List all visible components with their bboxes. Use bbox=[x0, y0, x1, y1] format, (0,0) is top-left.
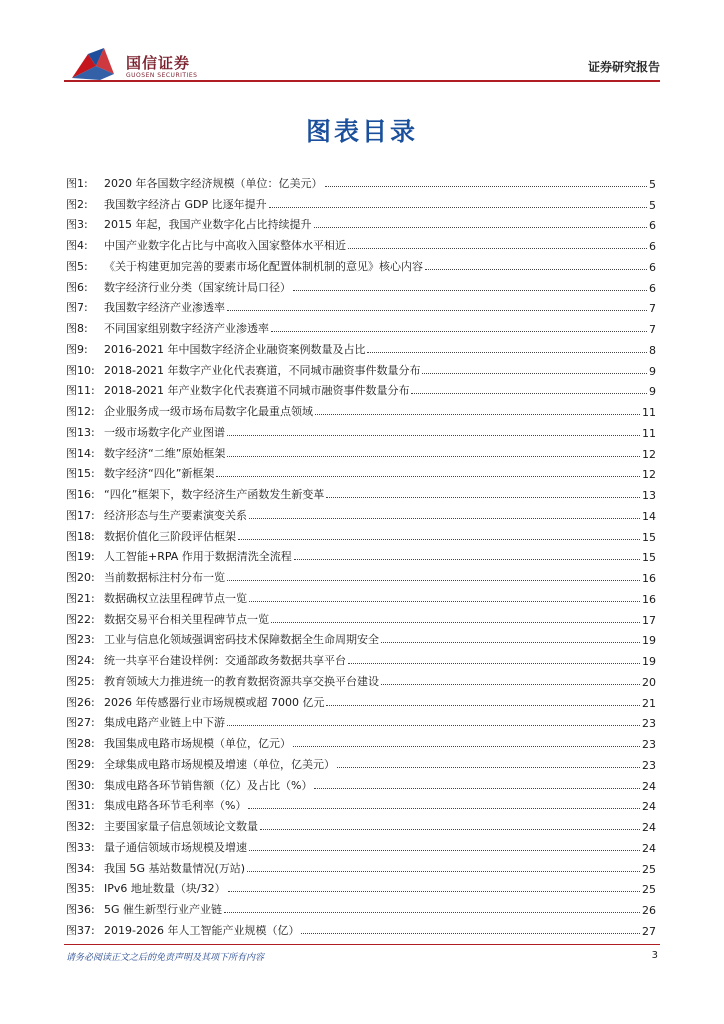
toc-leader-dots bbox=[411, 392, 647, 394]
toc-entry-title: 2018-2021 年产业数字化代表赛道不同城市融资事件数量分布 bbox=[104, 384, 410, 398]
toc-entry[interactable] bbox=[66, 461, 656, 482]
toc-entry-title: 5G 催生新型行业产业链 bbox=[104, 903, 223, 916]
toc-entry-page: 17 bbox=[642, 613, 656, 627]
page-header bbox=[0, 0, 724, 90]
toc-entry-title: 统一共享平台建设样例：交通部政务数据共享平台 bbox=[104, 654, 346, 667]
toc-entry-page: 23 bbox=[642, 738, 656, 751]
toc-leader-dots bbox=[271, 621, 640, 623]
toc-leader-dots bbox=[337, 766, 640, 768]
toc-entry-page: 21 bbox=[642, 696, 656, 710]
toc-entry[interactable] bbox=[66, 295, 656, 316]
footer-divider bbox=[64, 944, 660, 945]
toc-leader-dots bbox=[227, 434, 640, 436]
toc-entry-label: 图21: bbox=[66, 591, 95, 605]
toc-entry[interactable] bbox=[66, 170, 656, 191]
toc-entry-title: 我国 5G 基站数量情况(万站) bbox=[104, 861, 246, 875]
page-title: 图表目录 bbox=[305, 117, 418, 146]
toc-entry-page: 23 bbox=[642, 717, 656, 731]
toc-entry-title: 数字经济“四化”新框架 bbox=[104, 467, 215, 481]
toc-entry-title: 一级市场数字化产业图谱 bbox=[104, 425, 225, 439]
toc-entry-label: 图5: bbox=[66, 259, 88, 273]
toc-entry-label: 图13: bbox=[66, 425, 95, 439]
toc-entry-title: 当前数据标注村分布一览 bbox=[104, 571, 225, 584]
toc-entry-title: 工业与信息化领域强调密码技术保障数据全生命周期安全 bbox=[104, 633, 379, 647]
toc-leader-dots bbox=[249, 600, 640, 602]
toc-entry-page: 19 bbox=[642, 655, 656, 668]
toc-entry-title: 2018-2021 年数字产业化代表赛道，不同城市融资事件数量分布 bbox=[104, 363, 421, 377]
toc-entry-title: 集成电路各环节毛利率（%） bbox=[104, 799, 247, 813]
page-number: 3 bbox=[651, 950, 658, 961]
toc-entry-page: 11 bbox=[642, 426, 656, 440]
toc-entry[interactable] bbox=[66, 191, 656, 212]
toc-entry[interactable] bbox=[66, 419, 656, 440]
header-divider bbox=[64, 80, 660, 82]
toc-entry[interactable] bbox=[66, 481, 656, 502]
toc-entry-page: 7 bbox=[649, 323, 656, 336]
toc-entry-title: 数据交易平台相关里程碑节点一览 bbox=[104, 612, 269, 626]
toc-entry-label: 图20: bbox=[66, 571, 95, 584]
toc-entry-label: 图25: bbox=[66, 674, 95, 688]
toc-entry-label: 图34: bbox=[66, 861, 95, 875]
guosen-logo-mark-icon bbox=[70, 44, 122, 84]
toc-leader-dots bbox=[294, 558, 640, 560]
toc-leader-dots bbox=[216, 475, 640, 477]
toc-entry-page: 5 bbox=[649, 198, 656, 212]
toc-entry[interactable] bbox=[66, 730, 656, 751]
toc-entry[interactable] bbox=[66, 917, 656, 938]
toc-entry-title: 2015 年起，我国产业数字化占比持续提升 bbox=[104, 218, 312, 232]
toc-entry[interactable] bbox=[66, 813, 656, 834]
toc-entry-label: 图33: bbox=[66, 840, 95, 854]
toc-leader-dots bbox=[238, 538, 640, 540]
toc-entry-title: 集成电路各环节销售额（亿）及占比（%） bbox=[104, 778, 313, 792]
toc-entry[interactable] bbox=[66, 793, 656, 814]
toc-entry[interactable] bbox=[66, 876, 656, 897]
toc-entry-label: 图37: bbox=[66, 923, 95, 937]
toc-entry[interactable] bbox=[66, 710, 656, 731]
toc-leader-dots bbox=[314, 226, 648, 228]
toc-entry-page: 11 bbox=[642, 406, 656, 419]
toc-leader-dots bbox=[314, 787, 640, 789]
toc-leader-dots bbox=[269, 206, 647, 208]
toc-leader-dots bbox=[247, 870, 640, 872]
toc-entry-page: 19 bbox=[642, 634, 656, 648]
toc-entry-label: 图11: bbox=[66, 384, 95, 398]
toc-entry[interactable] bbox=[66, 772, 656, 793]
toc-leader-dots bbox=[326, 496, 640, 498]
toc-entry-title: 中国产业数字化占比与中高收入国家整体水平相近 bbox=[104, 239, 346, 252]
toc-entry-page: 13 bbox=[642, 489, 656, 502]
toc-entry-title: 2019-2026 年人工智能产业规模（亿） bbox=[104, 923, 300, 937]
toc-entry-page: 25 bbox=[642, 883, 656, 897]
toc-entry-page: 26 bbox=[642, 904, 656, 917]
toc-entry-title: 经济形态与生产要素演变关系 bbox=[104, 508, 247, 522]
toc-entry-title: 数据价值化三阶段评估框架 bbox=[104, 529, 236, 543]
toc-entry-label: 图17: bbox=[66, 508, 95, 522]
toc-entry[interactable] bbox=[66, 212, 656, 233]
toc-entry-page: 16 bbox=[642, 572, 656, 585]
toc-entry-page: 9 bbox=[649, 385, 656, 399]
toc-entry-page: 8 bbox=[649, 343, 656, 357]
toc-entry[interactable] bbox=[66, 834, 656, 855]
toc-entry[interactable] bbox=[66, 274, 656, 295]
toc-entry-page: 6 bbox=[649, 240, 656, 253]
toc-entry-title: 数字经济“二维”原始框架 bbox=[104, 446, 226, 460]
toc-entry-label: 图16: bbox=[66, 488, 95, 501]
toc-entry-title: 企业服务成一级市场布局数字化最重点领域 bbox=[104, 405, 313, 418]
toc-entry[interactable] bbox=[66, 253, 656, 274]
toc-leader-dots bbox=[381, 683, 640, 685]
toc-entry[interactable] bbox=[66, 523, 656, 544]
toc-entry-title: 不同国家组别数字经济产业渗透率 bbox=[104, 322, 269, 335]
toc-entry-label: 图28: bbox=[66, 737, 95, 750]
toc-entry-page: 16 bbox=[642, 592, 656, 606]
toc-entry[interactable] bbox=[66, 606, 656, 627]
toc-leader-dots bbox=[271, 330, 647, 332]
toc-entry-label: 图4: bbox=[66, 239, 88, 252]
toc-leader-dots bbox=[224, 911, 640, 913]
toc-entry-label: 图36: bbox=[66, 903, 95, 916]
toc-leader-dots bbox=[293, 289, 647, 291]
toc-entry-page: 20 bbox=[642, 675, 656, 689]
toc-entry-label: 图7: bbox=[66, 301, 88, 315]
toc-entry-page: 24 bbox=[642, 800, 656, 814]
toc-leader-dots bbox=[248, 807, 640, 809]
toc-entry-page: 5 bbox=[649, 177, 656, 191]
toc-entry-title: 集成电路产业链上中下游 bbox=[104, 716, 225, 730]
figure-table-of-contents bbox=[66, 170, 656, 938]
toc-entry[interactable] bbox=[66, 896, 656, 917]
toc-leader-dots bbox=[260, 828, 640, 830]
toc-entry[interactable] bbox=[66, 398, 656, 419]
toc-entry-label: 图26: bbox=[66, 695, 95, 709]
toc-entry-label: 图23: bbox=[66, 633, 95, 647]
toc-entry[interactable] bbox=[66, 544, 656, 565]
toc-entry[interactable] bbox=[66, 627, 656, 648]
toc-entry[interactable] bbox=[66, 357, 656, 378]
toc-entry-page: 12 bbox=[642, 447, 656, 461]
toc-entry-page: 15 bbox=[642, 530, 656, 544]
toc-entry-label: 图22: bbox=[66, 612, 95, 626]
toc-leader-dots bbox=[326, 704, 640, 706]
toc-leader-dots bbox=[325, 185, 648, 187]
toc-entry-label: 图32: bbox=[66, 820, 95, 833]
toc-entry-label: 图2: bbox=[66, 197, 88, 211]
toc-leader-dots bbox=[227, 579, 640, 581]
toc-entry-title: 2020 年各国数字经济规模（单位：亿美元） bbox=[104, 176, 323, 190]
toc-entry-title: 《关于构建更加完善的要素市场化配置体制机制的意见》核心内容 bbox=[104, 259, 423, 273]
toc-entry-page: 6 bbox=[649, 219, 656, 233]
toc-entry[interactable] bbox=[66, 336, 656, 357]
toc-entry[interactable] bbox=[66, 440, 656, 461]
toc-leader-dots bbox=[348, 662, 640, 664]
toc-entry[interactable] bbox=[66, 689, 656, 710]
toc-entry-title: 教育领域大力推进统一的教育数据资源共享交换平台建设 bbox=[104, 674, 379, 688]
toc-entry[interactable] bbox=[66, 232, 656, 253]
toc-entry-title: 2026 年传感器行业市场规模或超 7000 亿元 bbox=[104, 695, 325, 709]
toc-entry-title: 全球集成电路市场规模及增速（单位，亿美元） bbox=[104, 757, 335, 771]
toc-entry-title: 我国数字经济占 GDP 比逐年提升 bbox=[104, 197, 267, 211]
toc-leader-dots bbox=[422, 372, 647, 374]
toc-entry-label: 图12: bbox=[66, 405, 95, 418]
toc-entry-page: 6 bbox=[649, 260, 656, 274]
toc-leader-dots bbox=[315, 413, 640, 415]
toc-entry-page: 7 bbox=[649, 302, 656, 316]
toc-leader-dots bbox=[425, 268, 647, 270]
disclaimer-note: 请务必阅读正文之后的免责声明及其项下所有内容 bbox=[66, 953, 265, 963]
logo-chinese-name: 国信证券 bbox=[126, 54, 191, 72]
toc-entry-label: 图9: bbox=[66, 342, 88, 356]
toc-entry-title: 量子通信领域市场规模及增速 bbox=[104, 840, 247, 854]
toc-entry-title: 2016-2021 年中国数字经济企业融资案例数量及占比 bbox=[104, 342, 366, 356]
toc-entry-page: 14 bbox=[642, 509, 656, 523]
toc-leader-dots bbox=[381, 641, 640, 643]
toc-entry-page: 23 bbox=[642, 758, 656, 772]
toc-entry[interactable] bbox=[66, 751, 656, 772]
toc-entry[interactable] bbox=[66, 378, 656, 399]
toc-leader-dots bbox=[228, 890, 640, 892]
toc-entry-label: 图29: bbox=[66, 757, 95, 771]
logo-english-name: GUOSEN SECURITIES bbox=[126, 72, 198, 79]
toc-leader-dots bbox=[227, 724, 640, 726]
toc-entry-title: 主要国家量子信息领域论文数量 bbox=[104, 820, 258, 833]
toc-entry[interactable] bbox=[66, 668, 656, 689]
toc-leader-dots bbox=[293, 745, 640, 747]
toc-entry[interactable] bbox=[66, 502, 656, 523]
report-type-label: 证券研究报告 bbox=[587, 60, 660, 74]
toc-entry-title: 我国集成电路市场规模（单位，亿元） bbox=[104, 737, 291, 750]
toc-entry-page: 27 bbox=[642, 924, 656, 938]
toc-entry-label: 图10: bbox=[66, 363, 95, 377]
toc-entry-label: 图1: bbox=[66, 176, 88, 190]
toc-entry-title: 人工智能+RPA 作用于数据清洗全流程 bbox=[104, 550, 292, 564]
toc-entry-title: 数字经济行业分类（国家统计局口径） bbox=[104, 280, 291, 294]
toc-entry-label: 图3: bbox=[66, 218, 88, 232]
toc-entry[interactable] bbox=[66, 315, 656, 336]
toc-leader-dots bbox=[249, 517, 640, 519]
toc-entry-page: 25 bbox=[642, 862, 656, 876]
guosen-logo bbox=[70, 44, 200, 84]
toc-entry-page: 24 bbox=[642, 779, 656, 793]
toc-leader-dots bbox=[249, 849, 640, 851]
toc-entry-page: 24 bbox=[642, 841, 656, 855]
toc-entry-label: 图31: bbox=[66, 799, 95, 813]
toc-entry-label: 图15: bbox=[66, 467, 95, 481]
toc-leader-dots bbox=[301, 932, 640, 934]
toc-entry[interactable] bbox=[66, 585, 656, 606]
toc-entry-label: 图18: bbox=[66, 529, 95, 543]
toc-leader-dots bbox=[227, 309, 647, 311]
toc-entry-title: “四化”框架下，数字经济生产函数发生新变革 bbox=[104, 488, 325, 501]
toc-entry-label: 图24: bbox=[66, 654, 95, 667]
toc-entry-title: 数据确权立法里程碑节点一览 bbox=[104, 591, 247, 605]
toc-entry-title: IPv6 地址数量（块/32） bbox=[104, 882, 226, 896]
toc-leader-dots bbox=[367, 351, 647, 353]
toc-entry-page: 9 bbox=[649, 364, 656, 378]
toc-entry-label: 图27: bbox=[66, 716, 95, 730]
toc-entry-label: 图35: bbox=[66, 882, 95, 896]
toc-entry[interactable] bbox=[66, 564, 656, 585]
toc-entry[interactable] bbox=[66, 855, 656, 876]
toc-entry-page: 12 bbox=[642, 468, 656, 482]
toc-entry-page: 24 bbox=[642, 821, 656, 834]
toc-entry-label: 图19: bbox=[66, 550, 95, 564]
toc-entry-page: 15 bbox=[642, 551, 656, 565]
toc-entry-label: 图30: bbox=[66, 778, 95, 792]
toc-entry-page: 6 bbox=[649, 281, 656, 295]
toc-entry-label: 图8: bbox=[66, 322, 88, 335]
toc-leader-dots bbox=[227, 455, 640, 457]
toc-entry-label: 图14: bbox=[66, 446, 95, 460]
toc-entry[interactable] bbox=[66, 647, 656, 668]
toc-leader-dots bbox=[348, 247, 647, 249]
toc-entry-title: 我国数字经济产业渗透率 bbox=[104, 301, 225, 315]
toc-entry-label: 图6: bbox=[66, 280, 88, 294]
